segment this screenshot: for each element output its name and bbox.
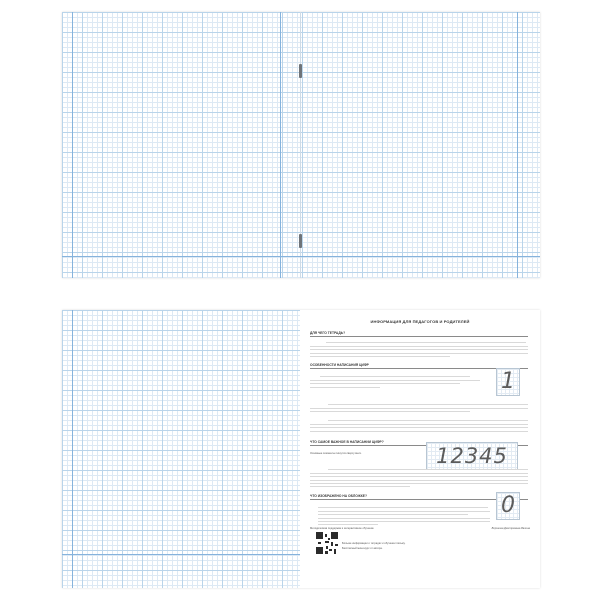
footer-left-note: Методическая поддержка и интерактивное обучение [310, 527, 374, 530]
margin-line-left-page [280, 12, 281, 278]
paragraph-purpose [310, 340, 528, 357]
paragraph-features-1 [310, 374, 480, 388]
margin-line-left [72, 310, 73, 588]
information-page [300, 310, 540, 588]
staple-top [299, 64, 302, 78]
paragraph-features-2 [310, 402, 528, 412]
info-title: ИНФОРМАЦИЯ ДЛЯ ПЕДАГОГОВ И РОДИТЕЛЕЙ [370, 319, 470, 324]
digit-sample-one: 1 [496, 368, 520, 396]
notebook-back-cover-spread [62, 310, 540, 588]
section-heading-cover: ЧТО ИЗОБРАЖЕНО НА ОБЛОЖКЕ? [310, 494, 367, 498]
section-rule [310, 336, 528, 337]
paragraph-features-3 [310, 418, 528, 432]
digit-sample-zero: 0 [496, 492, 520, 520]
footer-right-note: Воронина Дмитриевна Малина [491, 527, 530, 530]
qr-caption-1: Больше информации о тетрадях и обучении письму. [342, 542, 406, 545]
margin-line-bottom [62, 256, 540, 257]
section-heading-important: ЧТО САМОЕ ВАЖНОЕ В НАПИСАНИИ ЦИФР? [310, 440, 384, 444]
paragraph-important-2 [310, 467, 528, 487]
margin-line-right-page [517, 12, 518, 278]
section-heading-features: ОСОБЕННОСТИ НАПИСАНИЯ ЦИФР [310, 363, 369, 367]
list-cover [310, 505, 490, 525]
qr-code-icon[interactable] [316, 532, 338, 554]
digit-sample-sequence: 12345 [426, 442, 518, 470]
paragraph-important-1: Основные элементы пишутся сверху вниз. [310, 452, 362, 455]
qr-caption-2: Бесплатный мини-курс от автора. [342, 547, 383, 550]
notebook-inner-spread [62, 12, 540, 278]
staple-bottom [299, 234, 302, 248]
section-heading-purpose: ДЛЯ ЧЕГО ТЕТРАДЬ? [310, 331, 346, 335]
margin-line-left-outer [72, 12, 73, 278]
